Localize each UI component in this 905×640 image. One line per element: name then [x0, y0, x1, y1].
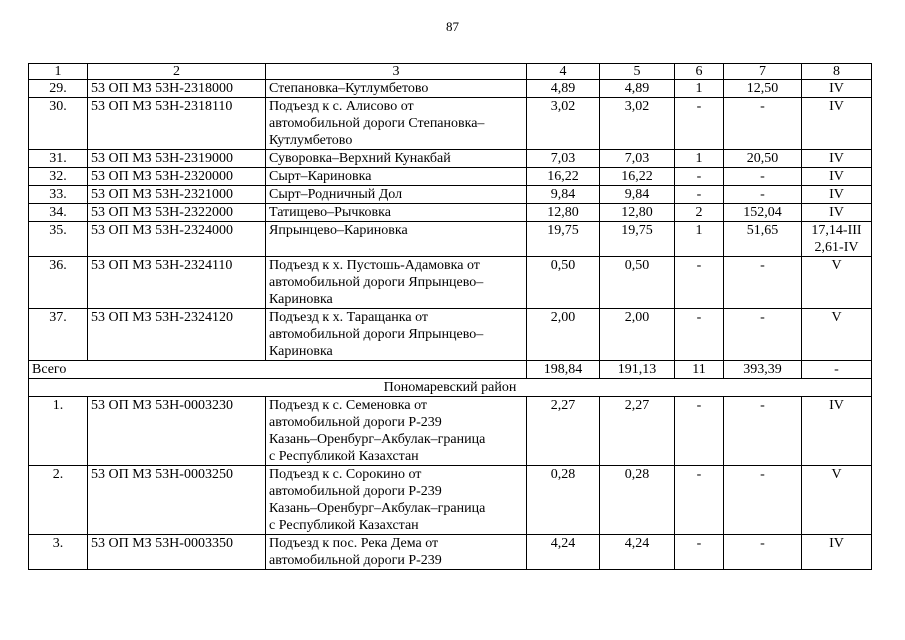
road-name: Татищево–Рычковка	[266, 204, 527, 222]
bridges-count: -	[675, 257, 724, 309]
table-row	[29, 98, 872, 150]
road-id-code: 53 ОП МЗ 53Н-2324120	[88, 309, 266, 361]
row-number: 35.	[29, 222, 88, 257]
bridges-count: -	[675, 535, 724, 570]
road-name: Подъезд к пос. Река Дема от автомобильной дороги Р-239	[266, 535, 527, 570]
length-regional: 16,22	[600, 168, 675, 186]
total-length-total: 198,84	[527, 361, 600, 379]
road-category: 17,14-III 2,61-IV	[802, 222, 872, 257]
length-total: 2,27	[527, 397, 600, 466]
table-row	[29, 80, 872, 98]
length-total: 0,50	[527, 257, 600, 309]
road-name: Сырт–Родничный Дол	[266, 186, 527, 204]
bridges-length: 51,65	[724, 222, 802, 257]
road-name: Степановка–Кутлумбетово	[266, 80, 527, 98]
column-number: 3	[266, 64, 527, 80]
bridges-count: 2	[675, 204, 724, 222]
road-id-code: 53 ОП МЗ 53Н-2324110	[88, 257, 266, 309]
length-total: 9,84	[527, 186, 600, 204]
column-number: 7	[724, 64, 802, 80]
length-regional: 12,80	[600, 204, 675, 222]
column-number: 6	[675, 64, 724, 80]
bridges-length: -	[724, 98, 802, 150]
bridges-length: 20,50	[724, 150, 802, 168]
road-category: IV	[802, 397, 872, 466]
length-regional: 19,75	[600, 222, 675, 257]
bridges-length: -	[724, 397, 802, 466]
length-total: 3,02	[527, 98, 600, 150]
road-category: IV	[802, 80, 872, 98]
road-name: Подъезд к с. Сорокино от автомобильной дороги Р-239 Казань–Оренбург–Акбулак–граница с Республикой Казахстан	[266, 466, 527, 535]
road-category: IV	[802, 186, 872, 204]
column-number: 8	[802, 64, 872, 80]
length-total: 4,24	[527, 535, 600, 570]
length-regional: 2,00	[600, 309, 675, 361]
length-regional: 0,28	[600, 466, 675, 535]
road-name: Япрынцево–Кариновка	[266, 222, 527, 257]
length-regional: 4,89	[600, 80, 675, 98]
road-category: V	[802, 257, 872, 309]
bridges-length: 152,04	[724, 204, 802, 222]
total-bridges-length: 393,39	[724, 361, 802, 379]
bridges-length: -	[724, 168, 802, 186]
length-total: 12,80	[527, 204, 600, 222]
road-name: Подъезд к х. Таращанка от автомобильной дороги Япрынцево– Кариновка	[266, 309, 527, 361]
bridges-count: -	[675, 186, 724, 204]
length-total: 7,03	[527, 150, 600, 168]
row-number: 32.	[29, 168, 88, 186]
road-id-code: 53 ОП МЗ 53Н-0003350	[88, 535, 266, 570]
bridges-length: -	[724, 535, 802, 570]
length-regional: 7,03	[600, 150, 675, 168]
table-row	[29, 309, 872, 361]
table-row	[29, 204, 872, 222]
road-id-code: 53 ОП МЗ 53Н-2319000	[88, 150, 266, 168]
road-id-code: 53 ОП МЗ 53Н-2318000	[88, 80, 266, 98]
table-row	[29, 150, 872, 168]
total-category: -	[802, 361, 872, 379]
length-total: 2,00	[527, 309, 600, 361]
total-bridges-count: 11	[675, 361, 724, 379]
row-number: 36.	[29, 257, 88, 309]
column-number: 2	[88, 64, 266, 80]
table-row	[29, 535, 872, 570]
road-category: IV	[802, 150, 872, 168]
bridges-count: 1	[675, 150, 724, 168]
table-row	[29, 222, 872, 257]
road-category: IV	[802, 168, 872, 186]
length-regional: 0,50	[600, 257, 675, 309]
length-regional: 3,02	[600, 98, 675, 150]
row-number: 34.	[29, 204, 88, 222]
bridges-count: -	[675, 98, 724, 150]
roads-table	[28, 63, 872, 570]
section-title: Пономаревский район	[29, 379, 872, 397]
length-total: 16,22	[527, 168, 600, 186]
table-row	[29, 397, 872, 466]
column-number-row	[29, 64, 872, 80]
bridges-count: -	[675, 309, 724, 361]
bridges-length: -	[724, 309, 802, 361]
road-category: V	[802, 309, 872, 361]
road-id-code: 53 ОП МЗ 53Н-2322000	[88, 204, 266, 222]
road-name: Подъезд к х. Пустошь-Адамовка от автомобильной дороги Япрынцево– Кариновка	[266, 257, 527, 309]
bridges-count: 1	[675, 80, 724, 98]
section-row	[29, 379, 872, 397]
page-number: 87	[446, 19, 459, 34]
table-row	[29, 466, 872, 535]
row-number: 3.	[29, 535, 88, 570]
total-length-regional: 191,13	[600, 361, 675, 379]
row-number: 2.	[29, 466, 88, 535]
row-number: 30.	[29, 98, 88, 150]
table-row	[29, 168, 872, 186]
bridges-count: -	[675, 168, 724, 186]
road-category: IV	[802, 204, 872, 222]
length-total: 19,75	[527, 222, 600, 257]
bridges-length: -	[724, 257, 802, 309]
road-category: V	[802, 466, 872, 535]
table-body	[29, 64, 872, 570]
road-name: Сырт–Кариновка	[266, 168, 527, 186]
road-name: Суворовка–Верхний Кунакбай	[266, 150, 527, 168]
column-number: 1	[29, 64, 88, 80]
length-regional: 9,84	[600, 186, 675, 204]
bridges-count: -	[675, 397, 724, 466]
road-id-code: 53 ОП МЗ 53Н-2320000	[88, 168, 266, 186]
length-total: 0,28	[527, 466, 600, 535]
total-label: Всего	[29, 361, 527, 379]
row-number: 31.	[29, 150, 88, 168]
bridges-length: -	[724, 466, 802, 535]
row-number: 33.	[29, 186, 88, 204]
bridges-count: 1	[675, 222, 724, 257]
bridges-length: 12,50	[724, 80, 802, 98]
road-id-code: 53 ОП МЗ 53Н-0003250	[88, 466, 266, 535]
length-regional: 2,27	[600, 397, 675, 466]
road-id-code: 53 ОП МЗ 53Н-2324000	[88, 222, 266, 257]
row-number: 37.	[29, 309, 88, 361]
road-name: Подъезд к с. Алисово от автомобильной дороги Степановка– Кутлумбетово	[266, 98, 527, 150]
road-id-code: 53 ОП МЗ 53Н-2318110	[88, 98, 266, 150]
length-regional: 4,24	[600, 535, 675, 570]
length-total: 4,89	[527, 80, 600, 98]
road-id-code: 53 ОП МЗ 53Н-2321000	[88, 186, 266, 204]
table-row	[29, 186, 872, 204]
bridges-count: -	[675, 466, 724, 535]
column-number: 5	[600, 64, 675, 80]
row-number: 29.	[29, 80, 88, 98]
road-id-code: 53 ОП МЗ 53Н-0003230	[88, 397, 266, 466]
table-row	[29, 257, 872, 309]
bridges-length: -	[724, 186, 802, 204]
road-name: Подъезд к с. Семеновка от автомобильной дороги Р-239 Казань–Оренбург–Акбулак–граница с Республикой Казахстан	[266, 397, 527, 466]
row-number: 1.	[29, 397, 88, 466]
column-number: 4	[527, 64, 600, 80]
road-category: IV	[802, 98, 872, 150]
total-row	[29, 361, 872, 379]
road-category: IV	[802, 535, 872, 570]
